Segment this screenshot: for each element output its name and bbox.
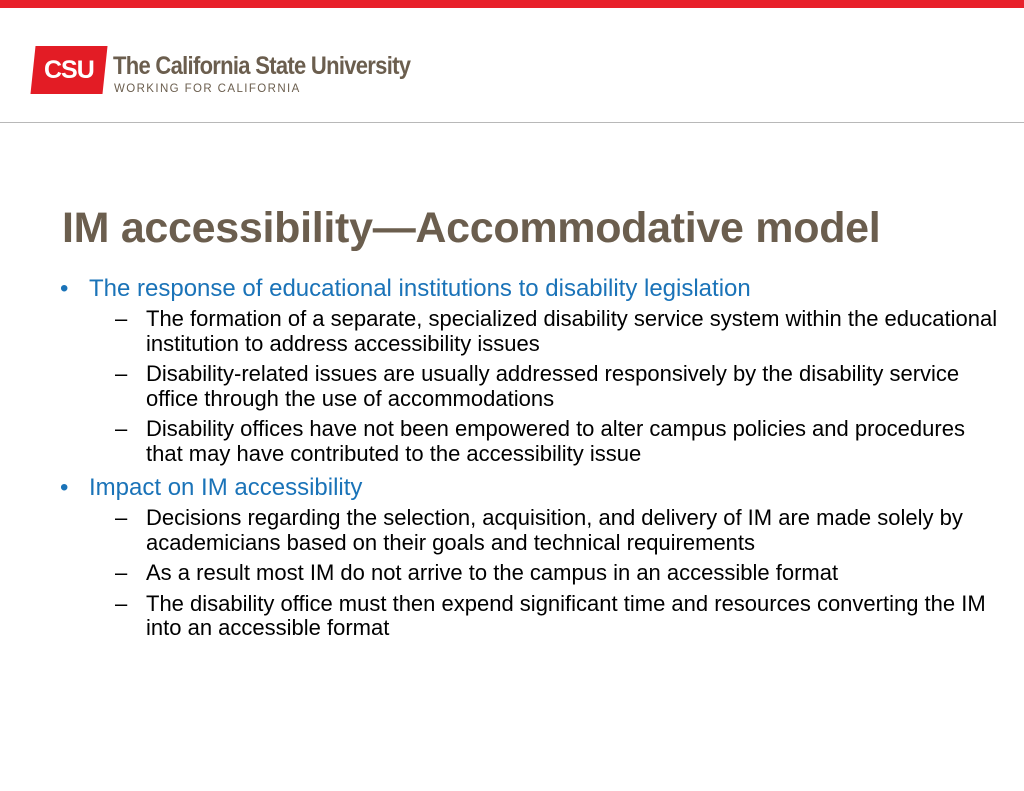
sub-bullet-text: Disability-related issues are usually addressed responsively by the disability service office through the use of accommodations: [146, 361, 960, 411]
sub-bullet-text: Disability offices have not been empowered to alter campus policies and procedures that may have contributed to the accessibility issue: [146, 416, 965, 466]
dash-icon: –: [115, 590, 128, 616]
dash-icon: –: [115, 361, 128, 386]
bullet-dot-icon: •: [60, 474, 69, 501]
university-name: The California State University: [113, 52, 411, 80]
dash-icon: –: [115, 306, 128, 331]
sub-bullet-text: As a result most IM do not arrive to the campus in an accessible format: [146, 560, 839, 585]
sub-bullet: [60, 417, 1000, 466]
section-heading: Impact on IM accessibility: [89, 474, 363, 501]
bullet-dot-icon: •: [60, 275, 69, 302]
dash-icon: –: [115, 416, 128, 441]
csu-logo-mark: [30, 46, 107, 94]
sub-bullet-text: Decisions regarding the selection, acquisition, and delivery of IM are made solely by academicians based on their goals and technical requirements: [146, 505, 963, 555]
slide-title: IM accessibility—Accommodative model: [62, 204, 881, 252]
header-divider: [0, 122, 1024, 123]
csu-logo-mark-text: CSU: [44, 56, 94, 84]
university-tagline: WORKING FOR CALIFORNIA: [114, 83, 301, 95]
slide-content: [60, 275, 1000, 647]
sub-bullet-text: The formation of a separate, specialized disability service system within the educational institution to address accessibility issues: [146, 306, 998, 356]
top-accent-bar: [0, 0, 1024, 8]
dash-icon: –: [115, 560, 128, 585]
sub-bullet: [60, 592, 1000, 641]
sub-bullet: [60, 506, 1000, 555]
csu-logo: [33, 46, 453, 94]
sub-bullet: [60, 307, 1000, 356]
sub-bullet: [60, 561, 1000, 586]
dash-icon: –: [115, 505, 128, 530]
bullet-section-1: [60, 275, 1000, 303]
sub-bullet: [60, 362, 1000, 411]
sub-bullet-text: The disability office must then expend significant time and resources converting the IM into an accessible format: [146, 590, 986, 640]
section-heading: The response of educational institutions to disability legislation: [89, 275, 751, 302]
bullet-section-2: [60, 474, 1000, 502]
